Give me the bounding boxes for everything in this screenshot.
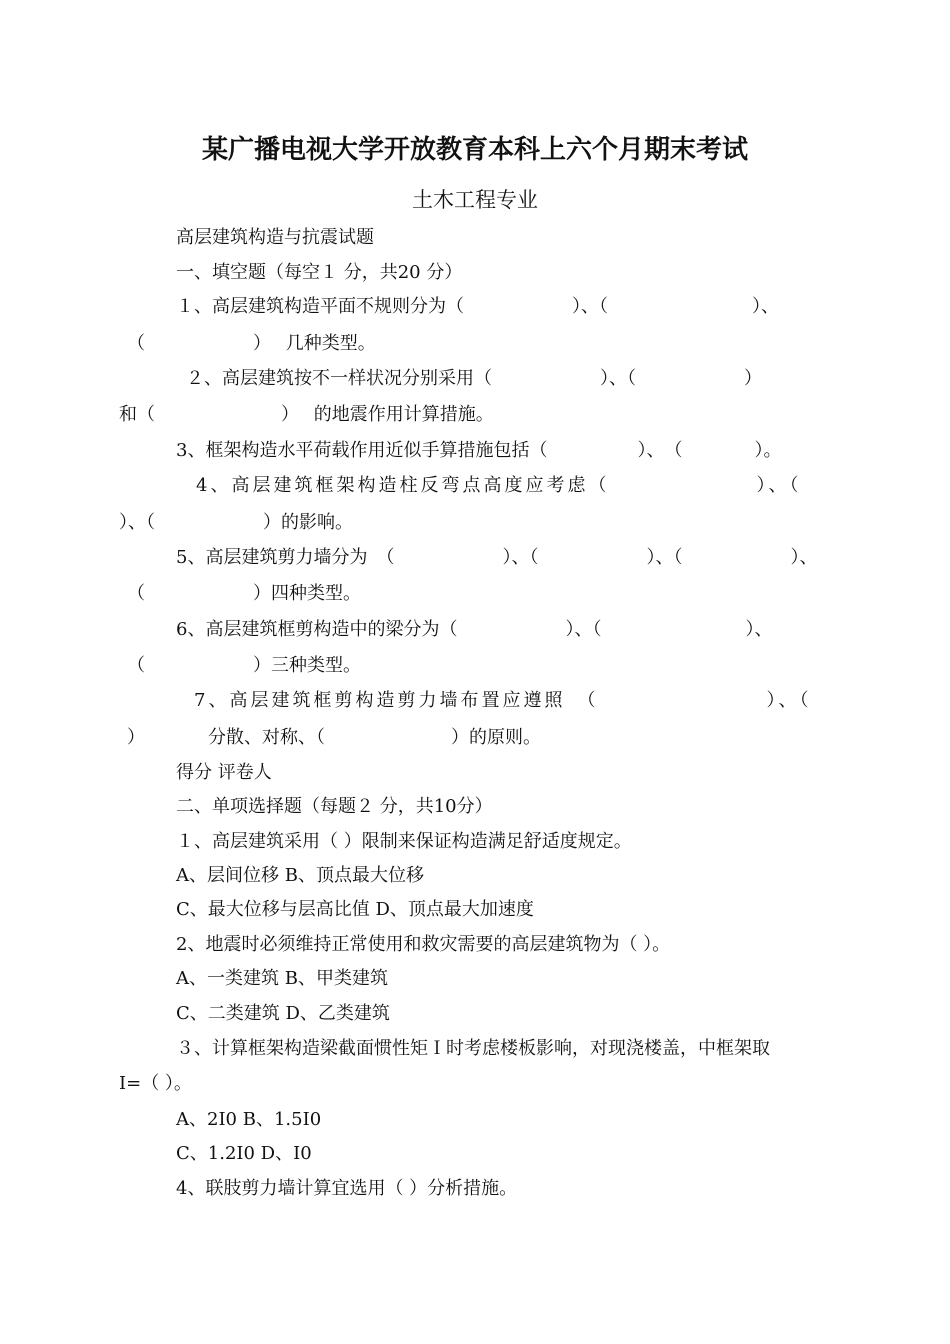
score-grader-label: 得分 评卷人 [176, 762, 272, 783]
mc-q3-line2: I=（ ）。 [119, 1073, 192, 1094]
q5-line1: 5、高层建筑剪力墙分为 （ ）、（ ）、（ ）、 [176, 547, 818, 568]
q6-line2: （ ）三种类型。 [127, 655, 361, 676]
mc-q2-options-ab: A、一类建筑 B、甲类建筑 [176, 968, 388, 989]
q5-line2: （ ）四种类型。 [127, 583, 361, 604]
mc-q1-options-cd: C、最大位移与层高比值 D、顶点最大加速度 [176, 899, 534, 920]
mc-q1: １、高层建筑采用（ ）限制来保证构造满足舒适度规定。 [176, 831, 632, 852]
mc-q3-line1: ３、计算框架构造梁截面惯性矩Ｉ时考虑楼板影响，对现浇楼盖，中框架取 [176, 1038, 770, 1059]
q2-line1: ２、高层建筑按不一样状况分别采用（ ）、（ ） [186, 368, 762, 389]
exam-title: 某广播电视大学开放教育本科上六个月期末考试 [201, 135, 748, 165]
mc-q3-options-ab: A、2I0 B、1.5I0 [176, 1109, 322, 1130]
section2-heading: 二、单项选择题（每题２ 分，共10分） [176, 796, 493, 817]
q4-line1: 4、高层建筑框架构造柱反弯点高度应考虑（ ）、（ [196, 475, 802, 496]
q7-line2: ） 分散、对称、（ ）的原则。 [127, 727, 541, 748]
major-name: 土木工程专业 [412, 188, 538, 212]
mc-q4: 4、联肢剪力墙计算宜选用（ ）分析措施。 [176, 1178, 518, 1199]
q4-line2: ）、（ ）的影响。 [119, 512, 353, 533]
q6-line1: 6、高层建筑框剪构造中的梁分为（ ）、（ ）、 [176, 619, 773, 640]
q3-line1: 3、框架构造水平荷载作用近似手算措施包括（ ）、 （ ）。 [176, 440, 782, 461]
q1-line1: １、高层建筑构造平面不规则分为（ ）、（ ）、 [176, 296, 779, 317]
course-name: 高层建筑构造与抗震试题 [176, 227, 374, 248]
section1-heading: 一、填空题（每空１ 分，共20 分） [176, 262, 463, 283]
mc-q3-options-cd: C、1.2I0 D、I0 [176, 1143, 312, 1164]
mc-q1-options-ab: A、层间位移 B、顶点最大位移 [176, 865, 424, 886]
mc-q2: 2、地震时必须维持正常使用和救灾需要的高层建筑物为（ ）。 [176, 934, 671, 955]
mc-q2-options-cd: C、二类建筑 D、乙类建筑 [176, 1003, 390, 1024]
q2-line2: 和（ ） 的地震作用计算措施。 [119, 404, 494, 425]
q1-line2: （ ） 几种类型。 [127, 333, 376, 354]
q7-line1: 7、高层建筑框剪构造剪力墙布置应遵照 （ ）、（ [194, 690, 812, 711]
